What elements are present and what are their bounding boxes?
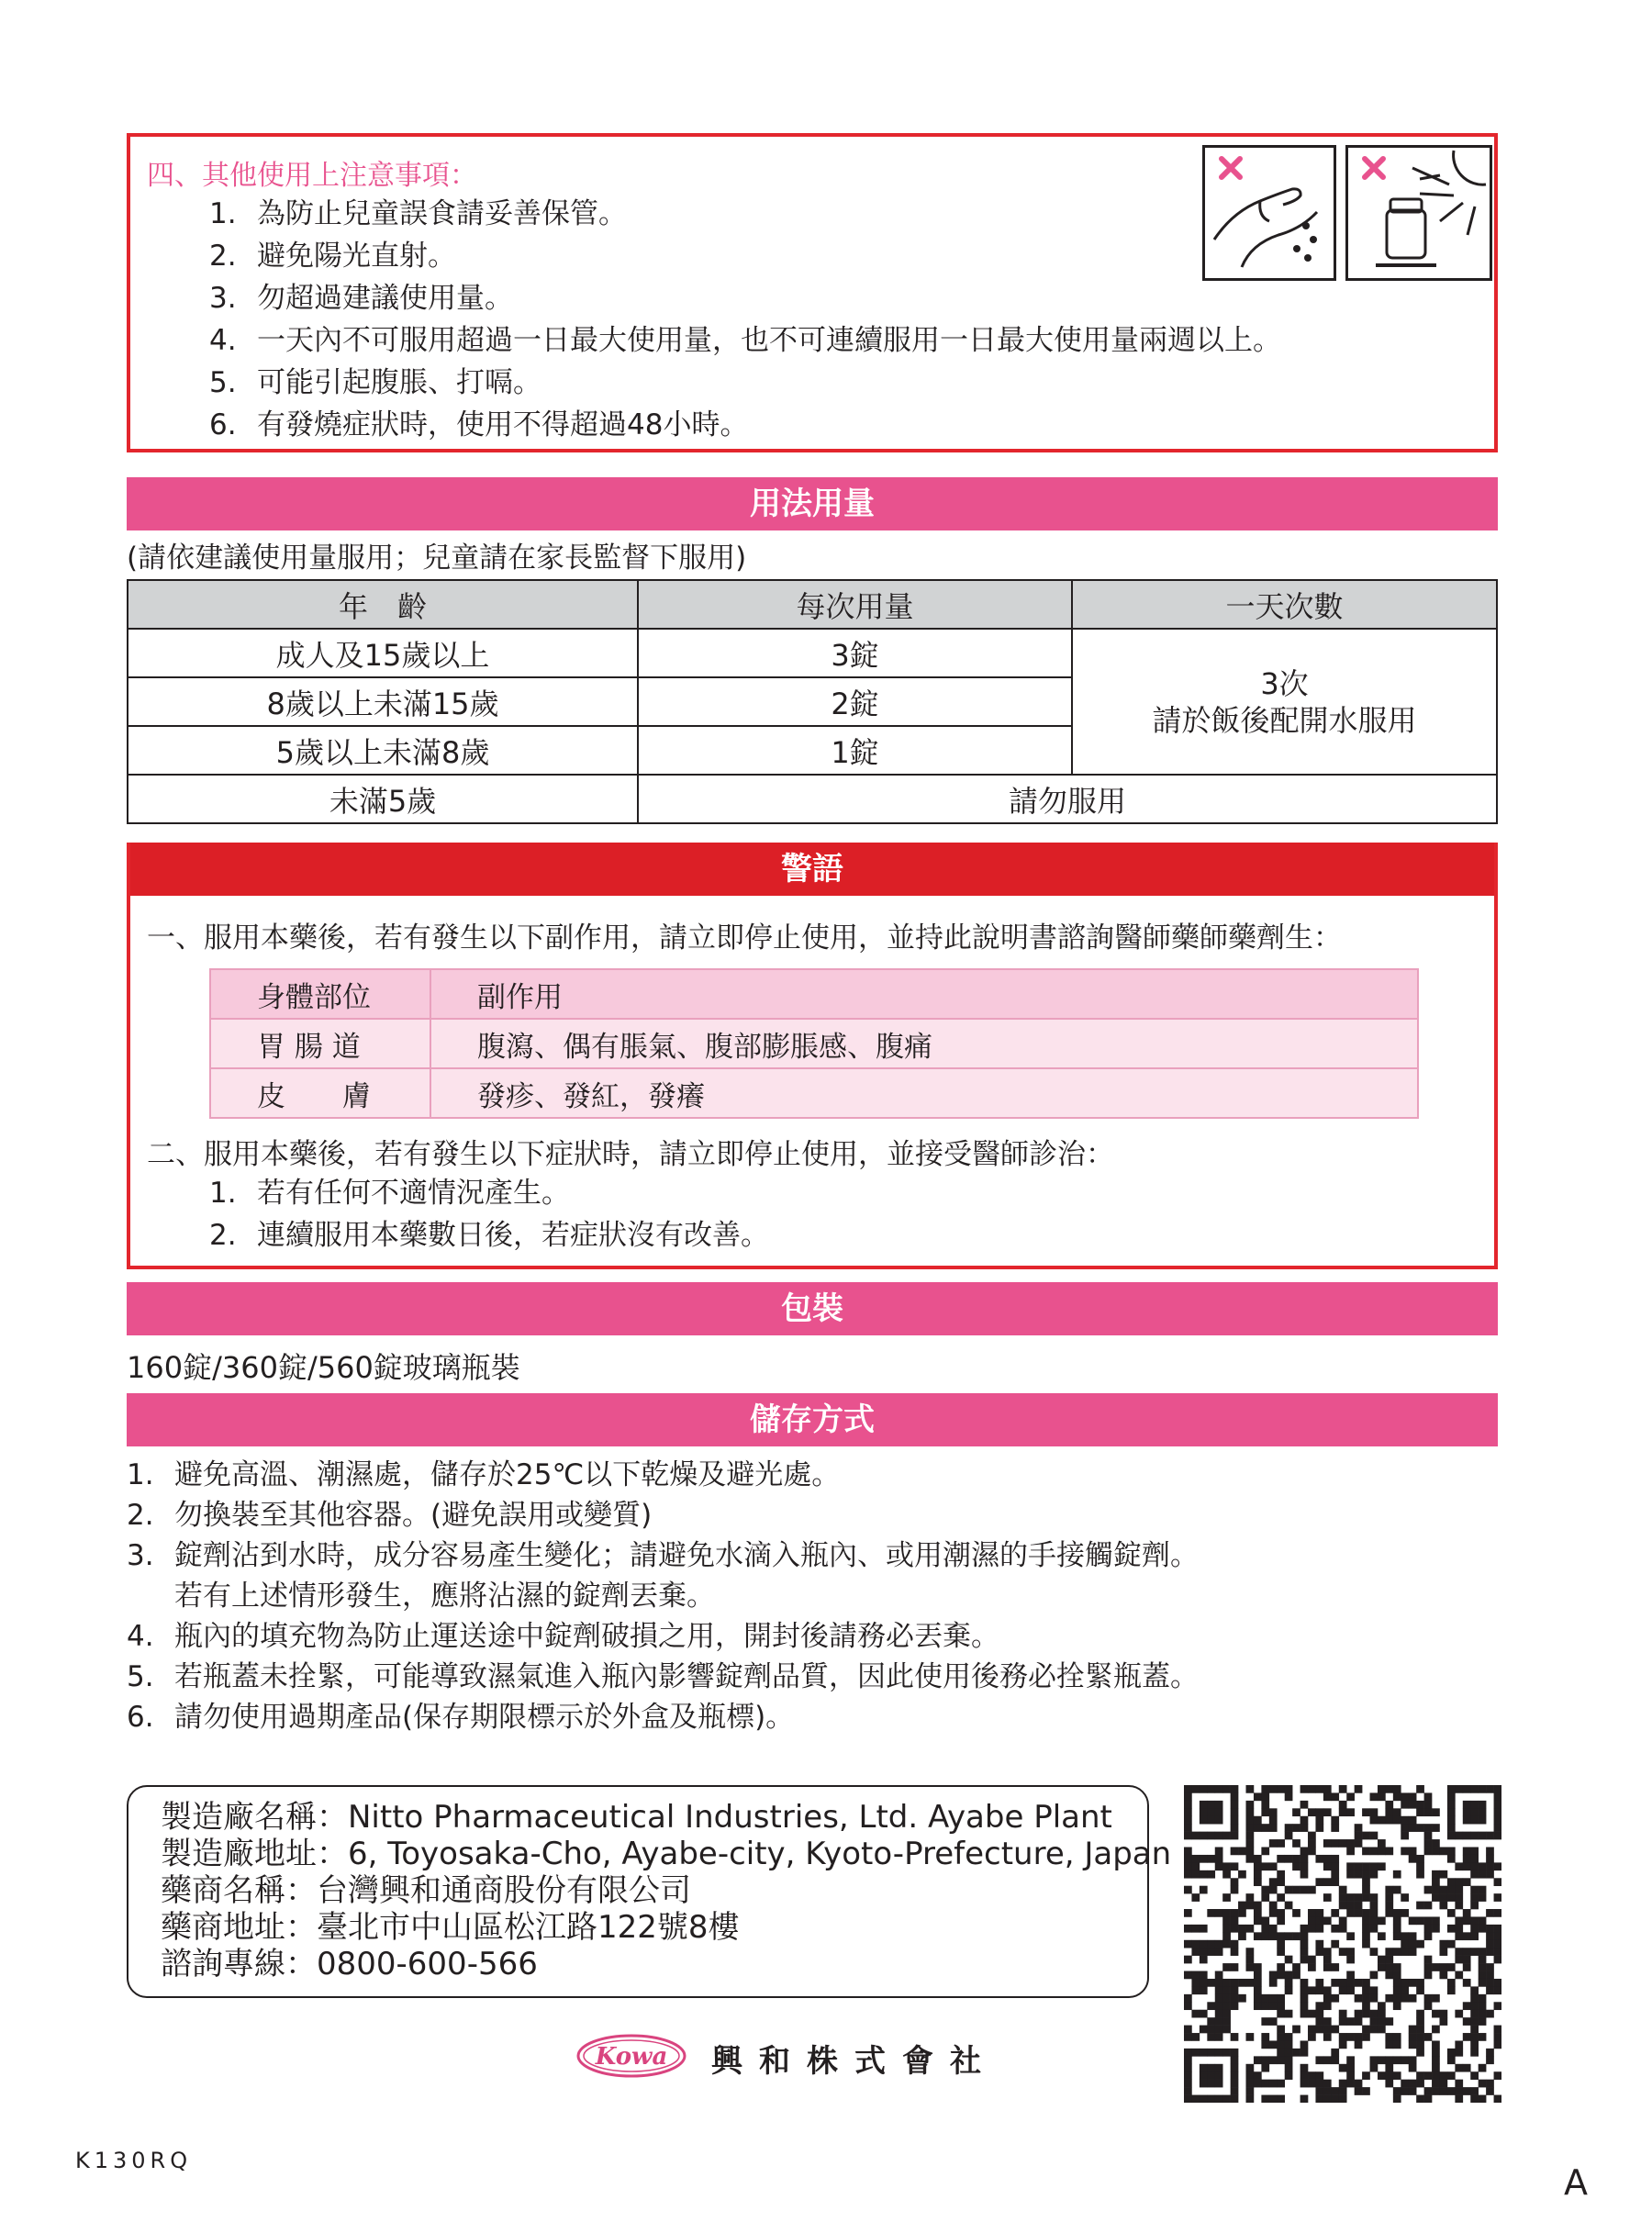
column-header-frequency: 一天次數 [1072,580,1497,629]
precautions-title: 四、其他使用上注意事項： [147,160,477,192]
svg-text:Kowa: Kowa [595,2043,668,2071]
storage-header: 儲存方式 [127,1393,1498,1446]
usage-header: 用法用量 [127,477,1498,530]
list-item: 1. 避免高溫、潮濕處，儲存於25℃以下乾燥及避光處。 [127,1458,841,1491]
list-item: 6. 有發燒症狀時，使用不得超過48小時。 [209,408,749,441]
list-item: 3. 錠劑沾到水時，成分容易產生變化；請避免水滴入瓶內、或用潮濕的手接觸錠劑。 若有上述情形發生，應將沾濕的錠劑丟棄。 [127,1539,1199,1613]
table-header-row [128,580,1497,629]
avoid-sunlight-icon [1345,145,1492,281]
manufacturer-info [161,1799,1171,1982]
page-mark: A [1564,2162,1588,2203]
table-row: 5歲以上未滿8歲 1錠 [128,726,1497,775]
frequency-cell: 3次 請於飯後配開水服用 [1072,629,1497,775]
side-effects-table [209,968,1419,1119]
list-item: 3. 勿超過建議使用量。 [209,282,513,315]
warning-paragraph-1: 一、服用本藥後，若有發生以下副作用，請立即停止使用，並持此說明書諮詢醫師藥師藥劑生： [147,921,1342,955]
list-item: 6. 請勿使用過期產品(保存期限標示於外盒及瓶標)。 [127,1701,795,1734]
keep-from-children-icon [1202,145,1336,281]
table-header-row: 身體部位 副作用 [210,969,1418,1019]
hotline: 諮詢專線：0800-600-566 [161,1946,538,1982]
list-item: 5. 可能引起腹脹、打嗝。 [209,366,541,399]
precautions-list [209,193,1281,446]
packaging-header: 包裝 [127,1282,1498,1335]
qr-code[interactable] [1184,1785,1501,2103]
column-header-dose: 每次用量 [638,580,1072,629]
table-row: 皮 膚 發疹、發紅，發癢 [210,1068,1418,1118]
list-item: 2. 勿換裝至其他容器。(避免誤用或變質) [127,1499,653,1532]
warning-header: 警語 [127,843,1498,896]
list-item: 2. 連續服用本藥數日後，若症狀沒有改善。 [209,1219,769,1252]
packaging-text: 160錠/360錠/560錠玻璃瓶裝 [127,1350,520,1385]
list-item: 4. 瓶內的填充物為防止運送途中錠劑破損之用，開封後請務必丟棄。 [127,1620,999,1653]
list-item: 2. 避免陽光直射。 [209,240,456,273]
document-code: K130RQ [75,2148,193,2173]
table-row: 未滿5歲 請勿服用 [128,775,1497,823]
warning-paragraph-2: 二、服用本藥後，若有發生以下症狀時，請立即停止使用，並接受醫師診治： [147,1138,1114,1171]
distributor-name: 藥商名稱：台灣興和通商股份有限公司 [161,1872,691,1909]
usage-note: (請依建議使用量服用；兒童請在家長監督下服用) [127,542,747,575]
kowa-logo [576,2033,686,2079]
company-name: 興和株式會社 [711,2043,998,2080]
table-row: 8歲以上未滿15歲 2錠 [128,677,1497,726]
list-item: 5. 若瓶蓋未拴緊，可能導致濕氣進入瓶內影響錠劑品質，因此使用後務必拴緊瓶蓋。 [127,1660,1199,1693]
storage-list [127,1455,1199,1737]
list-item: 1. 為防止兒童誤食請妥善保管。 [209,197,627,230]
warning-list [209,1172,769,1256]
dosage-table [127,579,1498,824]
manufacturer-name: 製造廠名稱：Nitto Pharmaceutical Industries, Ltd. Ayabe Plant [161,1799,1112,1836]
manufacturer-address: 製造廠地址：6, Toyosaka-Cho, Ayabe-city, Kyoto-Prefecture, Japan [161,1836,1172,1872]
table-row: 成人及15歲以上 3錠 3次 請於飯後配開水服用 [128,629,1497,677]
list-item: 1. 若有任何不適情況產生。 [209,1177,570,1210]
list-item: 4. 一天內不可服用超過一日最大使用量，也不可連續服用一日最大使用量兩週以上。 [209,324,1281,357]
table-row: 胃 腸 道 腹瀉、偶有脹氣、腹部膨脹感、腹痛 [210,1019,1418,1068]
column-header-age: 年 齡 [128,580,638,629]
distributor-address: 藥商地址：臺北市中山區松江路122號8樓 [161,1909,740,1946]
